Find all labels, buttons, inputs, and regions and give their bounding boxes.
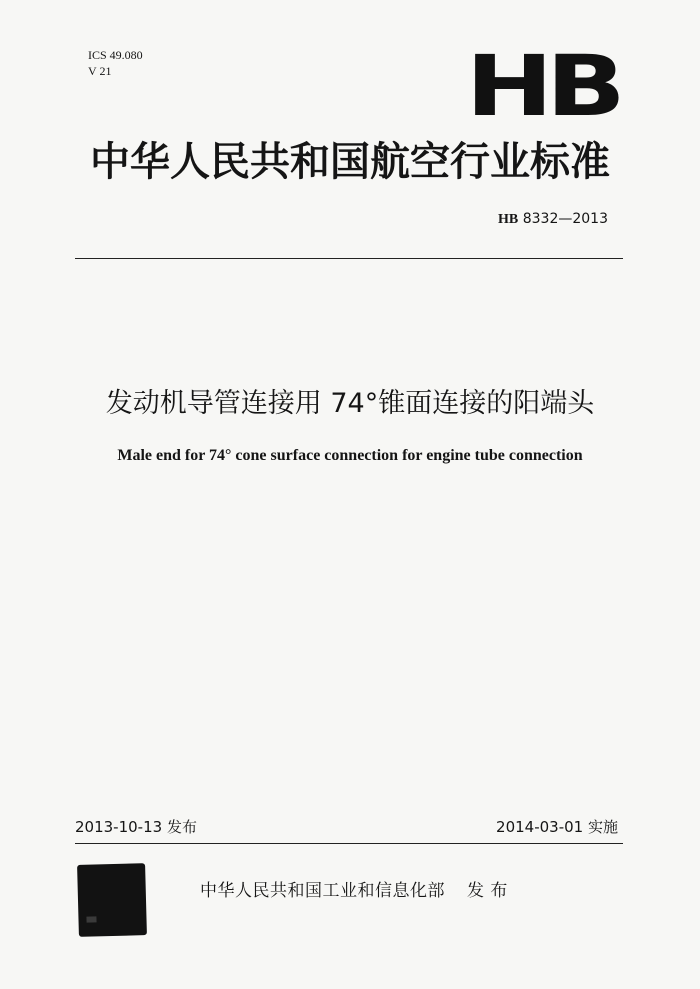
ics-code: ICS 49.080 bbox=[88, 48, 143, 62]
issue-date: 2013-10-13 发布 bbox=[75, 818, 197, 836]
classification-codes bbox=[88, 47, 143, 79]
document-title-english: Male end for 74° cone surface connection for engine tube connection bbox=[117, 447, 583, 464]
bottom-divider bbox=[75, 843, 623, 844]
issuer-action: 发 布 bbox=[467, 881, 508, 901]
ministry-emblem-icon bbox=[77, 863, 147, 937]
standard-category-title: 中华人民共和国航空行业标准 bbox=[90, 139, 610, 185]
standard-number bbox=[498, 211, 608, 228]
top-divider bbox=[75, 258, 623, 259]
issuing-authority bbox=[200, 876, 508, 901]
ccs-code: V 21 bbox=[88, 64, 112, 78]
standard-code-number: 8332—2013 bbox=[522, 211, 608, 227]
implementation-date: 2014-03-01 实施 bbox=[496, 818, 618, 836]
document-title-chinese: 发动机导管连接用 74°锥面连接的阳端头 bbox=[105, 388, 595, 419]
hb-logo: HB bbox=[465, 37, 619, 135]
emblem-detail bbox=[86, 916, 96, 922]
standard-code-prefix: HB bbox=[498, 212, 519, 227]
issuer-name: 中华人民共和国工业和信息化部 bbox=[200, 881, 445, 901]
